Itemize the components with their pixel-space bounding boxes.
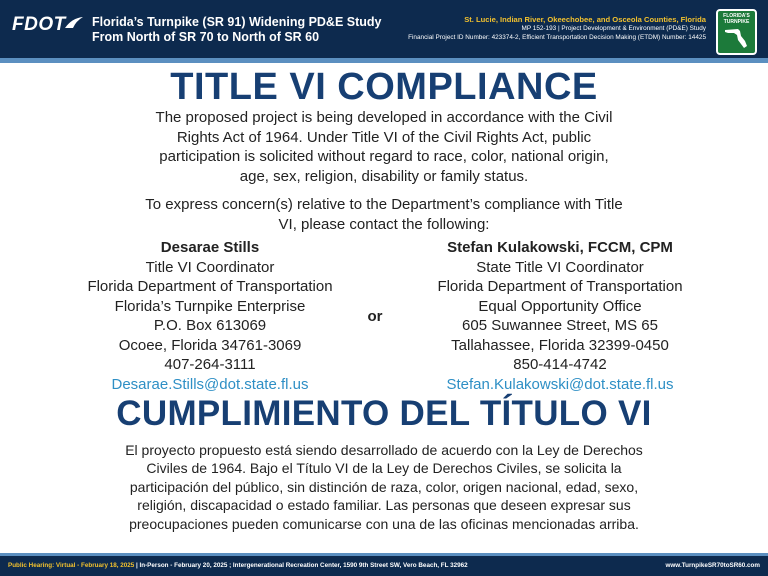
contact-name: Stefan Kulakowski, FCCM, CPM bbox=[447, 239, 673, 256]
spanish-title: CUMPLIMIENTO DEL TÍTULO VI bbox=[116, 394, 652, 433]
contact-office: Florida’s Turnpike Enterprise bbox=[114, 297, 306, 315]
public-hearing-info bbox=[8, 562, 468, 569]
or-separator: or bbox=[367, 308, 383, 325]
contact-org: Florida Department of Transportation bbox=[87, 278, 333, 295]
contact-email-link[interactable]: Stefan.Kulakowski@dot.state.fl.us bbox=[446, 375, 674, 393]
contact-address-line2: Tallahassee, Florida 32399-0450 bbox=[451, 336, 669, 354]
turnpike-badge bbox=[716, 9, 757, 55]
hearing-details: | In-Person - February 20, 2025 ; Intergenerational Recreation Center, 1590 9th Street SW, Vero Beach, FL 32962 bbox=[134, 562, 468, 569]
florida-map-icon bbox=[724, 27, 750, 49]
header-stripe bbox=[0, 58, 768, 63]
contact-card-right bbox=[412, 238, 708, 394]
florida-swoosh-icon bbox=[64, 16, 84, 30]
contact-role: Title VI Coordinator bbox=[145, 258, 275, 276]
study-title-line2: From North of SR 70 to North of SR 60 bbox=[92, 30, 320, 44]
counties-text: St. Lucie, Indian River, Okeechobee, and Osceola Counties, Florida bbox=[464, 15, 706, 24]
contact-intro-paragraph: To express concern(s) relative to the Department’s compliance with Title VI, please contact the following: bbox=[145, 196, 623, 233]
turnpike-badge-label: FLORIDA’S TURNPIKE bbox=[723, 13, 750, 25]
contact-phone: 407-264-3111 bbox=[164, 356, 256, 373]
contact-email-link[interactable]: Desarae.Stills@dot.state.fl.us bbox=[111, 375, 309, 393]
page-footer bbox=[0, 556, 768, 576]
page-header bbox=[0, 0, 768, 58]
contact-office: Equal Opportunity Office bbox=[478, 297, 642, 315]
contact-role: State Title VI Coordinator bbox=[476, 258, 644, 276]
spanish-paragraph: El proyecto propuesto está siendo desarrollado de acuerdo con la Ley de Derechos Civiles de 1964. Bajo el Título VI de la Ley de Derechos Civiles, se solicita la participación del público, sin distinción de raza, color, origen nacional, edad, sexo, religión, discapacidad o estado familiar. Las personas que deseen expresar sus preocupaciones pueden comunicarse con una de las oficinas mencionadas arriba. bbox=[125, 442, 643, 532]
contact-address-line2: Ocoee, Florida 34761-3069 bbox=[118, 336, 302, 354]
contact-address-line1: 605 Suwannee Street, MS 65 bbox=[462, 317, 658, 334]
fdot-logo bbox=[12, 14, 82, 44]
milepost-text: MP 152-193 | Project Development & Environment (PD&E) Study bbox=[521, 25, 706, 32]
fdot-logo-text: FDOT bbox=[12, 14, 66, 35]
website-link[interactable]: www.TurnpikeSR70toSR60.com bbox=[665, 562, 760, 569]
contact-address-line1: P.O. Box 613069 bbox=[153, 317, 267, 334]
contact-phone: 850-414-4742 bbox=[513, 356, 607, 373]
contact-card-left bbox=[62, 238, 358, 394]
project-id-text: Financial Project ID Number: 423374-2, Efficient Transportation Decision Making (ETDM) Number: 14425 bbox=[408, 33, 706, 41]
page-title: TITLE VI COMPLIANCE bbox=[170, 66, 598, 108]
study-title bbox=[92, 15, 382, 45]
contact-name: Desarae Stills bbox=[160, 239, 260, 256]
contact-org: Florida Department of Transportation bbox=[437, 278, 683, 295]
project-info bbox=[408, 15, 706, 42]
hearing-label: Public Hearing: Virtual - February 18, 2025 bbox=[8, 562, 135, 569]
intro-paragraph: The proposed project is being developed in accordance with the Civil Rights Act of 1964. Under Title VI of the Civil Rights Act, public participation is solicited without regard to race, color, national origin, age, sex, religion, disability or family status. bbox=[155, 109, 613, 185]
study-title-line1: Florida’s Turnpike (SR 91) Widening PD&E Study bbox=[92, 15, 382, 29]
